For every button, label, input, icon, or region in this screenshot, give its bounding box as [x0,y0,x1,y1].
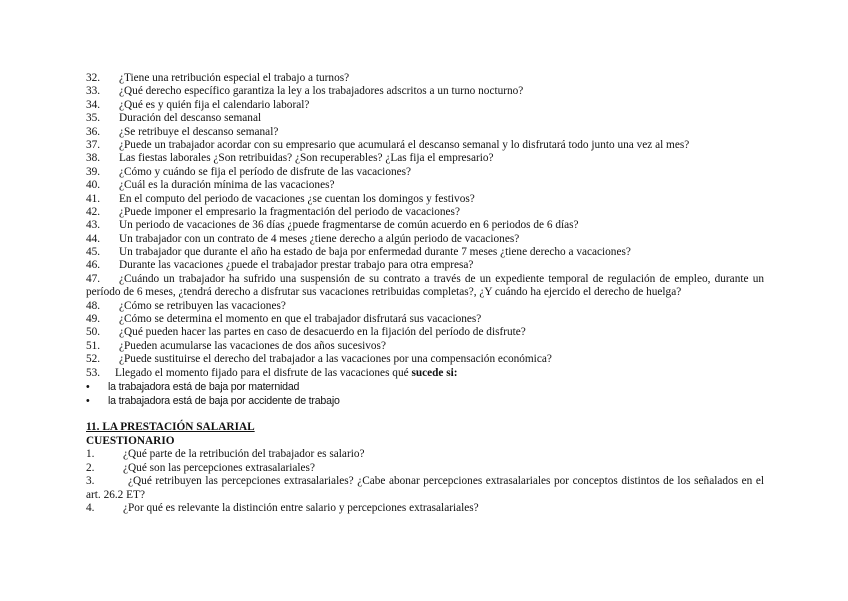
item-text: Un periodo de vacaciones de 36 días ¿puede fragmentarse de común acuerdo en 6 periodos de 6 días? [119,219,579,232]
list-item [86,219,764,232]
item-text: ¿Puede imponer el empresario la fragmentación del periodo de vacaciones? [119,205,460,218]
item-number: 41. [86,192,101,205]
item-text: ¿Se retribuye el descanso semanal? [119,125,279,138]
list-item [86,246,764,259]
item-number: 43. [86,219,101,232]
document-content [86,72,764,516]
item-number: 3. [86,475,95,488]
list-item [86,448,764,462]
item-text: ¿Puede sustituirse el derecho del trabajador a las vacaciones por una compensación económica? [119,353,552,366]
item-text-main: Llegado el momento fijado para el disfrute de las vacaciones qué [115,366,409,379]
list-item [86,340,764,353]
item-text: ¿Pueden acumularse las vacaciones de dos años sucesivos? [119,339,386,352]
item-text: Durante las vacaciones ¿puede el trabajador prestar trabajo para otra empresa? [119,259,474,272]
item-number: 40. [86,179,101,192]
item-number: 4. [86,502,95,515]
bullet-icon: • [86,395,90,408]
item-number: 44. [86,232,101,245]
item-number: 37. [86,138,101,151]
item-number: 50. [86,326,101,339]
list-item [86,206,764,219]
item-number: 47. [86,272,101,285]
item-text: ¿Tiene una retribución especial el trabajo a turnos? [119,72,350,84]
list-item [86,353,764,366]
bullet-text: la trabajadora está de baja por maternidad [108,381,300,394]
list-item [86,462,764,476]
item-text: Un trabajador que durante el año ha estado de baja por enfermedad durante 7 meses ¿tiene derecho a vacaciones? [119,246,631,259]
item-text: Duración del descanso semanal [119,112,262,125]
item-number: 52. [86,353,101,366]
section-title: 11. LA PRESTACIÓN SALARIAL [86,421,255,434]
item-text: Un trabajador con un contrato de 4 meses ¿tiene derecho a algún periodo de vacaciones? [119,232,520,245]
bullet-item [86,380,764,394]
list-item [86,273,764,300]
list-item [86,193,764,206]
item-text: ¿Cuándo un trabajador ha sufrido una suspensión de su contrato a través de un expediente temporal de regulación de empleo, durante un período de 6 meses, ¿tendrá derecho a disfrutar sus vacaciones retribuidas completas?, ¿Y cuándo ha ejercido el derecho de huelga? [86,272,764,299]
item-number: 53. [86,366,101,379]
list-item [86,99,764,112]
bullet-icon: • [86,381,90,394]
item-text: ¿Cómo y cuándo se fija el período de disfrute de las vacaciones? [119,165,412,178]
item-text: ¿Qué parte de la retribución del trabajador es salario? [123,448,365,461]
bullet-text: la trabajadora está de baja por accidente de trabajo [108,395,340,408]
bullet-item [86,394,764,408]
list-item [86,139,764,152]
item-number: 2. [86,461,95,474]
item-text: ¿Cuál es la duración mínima de las vacaciones? [119,179,335,192]
item-number: 33. [86,85,101,98]
item-number: 45. [86,246,101,259]
item-number: 49. [86,313,101,326]
item-number: 34. [86,98,101,111]
item-text [115,367,458,380]
item-text: ¿Cómo se determina el momento en que el trabajador disfrutará sus vacaciones? [119,313,482,326]
item-text: ¿Qué derecho específico garantiza la ley a los trabajadores adscritos a un turno nocturno? [119,85,524,98]
list-item [86,326,764,339]
item-number: 42. [86,205,101,218]
list-item [86,166,764,179]
list-item [86,126,764,139]
item-text: ¿Puede un trabajador acordar con su empresario que acumulará el descanso semanal y lo disfrutará todo junto una vez al mes? [119,138,690,151]
item-number: 46. [86,259,101,272]
list-item [86,475,764,502]
item-number: 32. [86,72,101,84]
list-item [86,85,764,98]
item-text: Las fiestas laborales ¿Son retribuidas? ¿Son recuperables? ¿Las fija el empresario? [119,152,494,165]
item-text: ¿Qué son las percepciones extrasalariales? [123,461,315,474]
item-text: ¿Cómo se retribuyen las vacaciones? [119,299,286,312]
list-item [86,112,764,125]
item-number: 1. [86,448,95,461]
list-item [86,313,764,326]
list-item [86,259,764,272]
item-number: 39. [86,165,101,178]
item-text: ¿Qué es y quién fija el calendario laboral? [119,98,310,111]
item-text: ¿Qué pueden hacer las partes en caso de desacuerdo en la fijación del período de disfrute? [119,326,526,339]
list-item [86,300,764,313]
item-number: 36. [86,125,101,138]
list-item [86,152,764,165]
item-number: 51. [86,339,101,352]
list-item [86,502,764,516]
list-item [86,367,764,380]
item-text-bold: sucede si: [411,366,458,379]
item-number: 35. [86,112,101,125]
section-subtitle: CUESTIONARIO [86,435,175,448]
list-item [86,179,764,192]
item-text: En el computo del periodo de vacaciones ¿se cuentan los domingos y festivos? [119,192,475,205]
item-text: ¿Qué retribuyen las percepciones extrasalariales? ¿Cabe abonar percepciones extrasalariales por conceptos distintos de los señalados en el art. 26.2 ET? [86,475,764,501]
list-item [86,233,764,246]
list-item [86,72,764,85]
item-number: 38. [86,152,101,165]
item-text: ¿Por qué es relevante la distinción entre salario y percepciones extrasalariales? [123,502,479,515]
item-number: 48. [86,299,101,312]
